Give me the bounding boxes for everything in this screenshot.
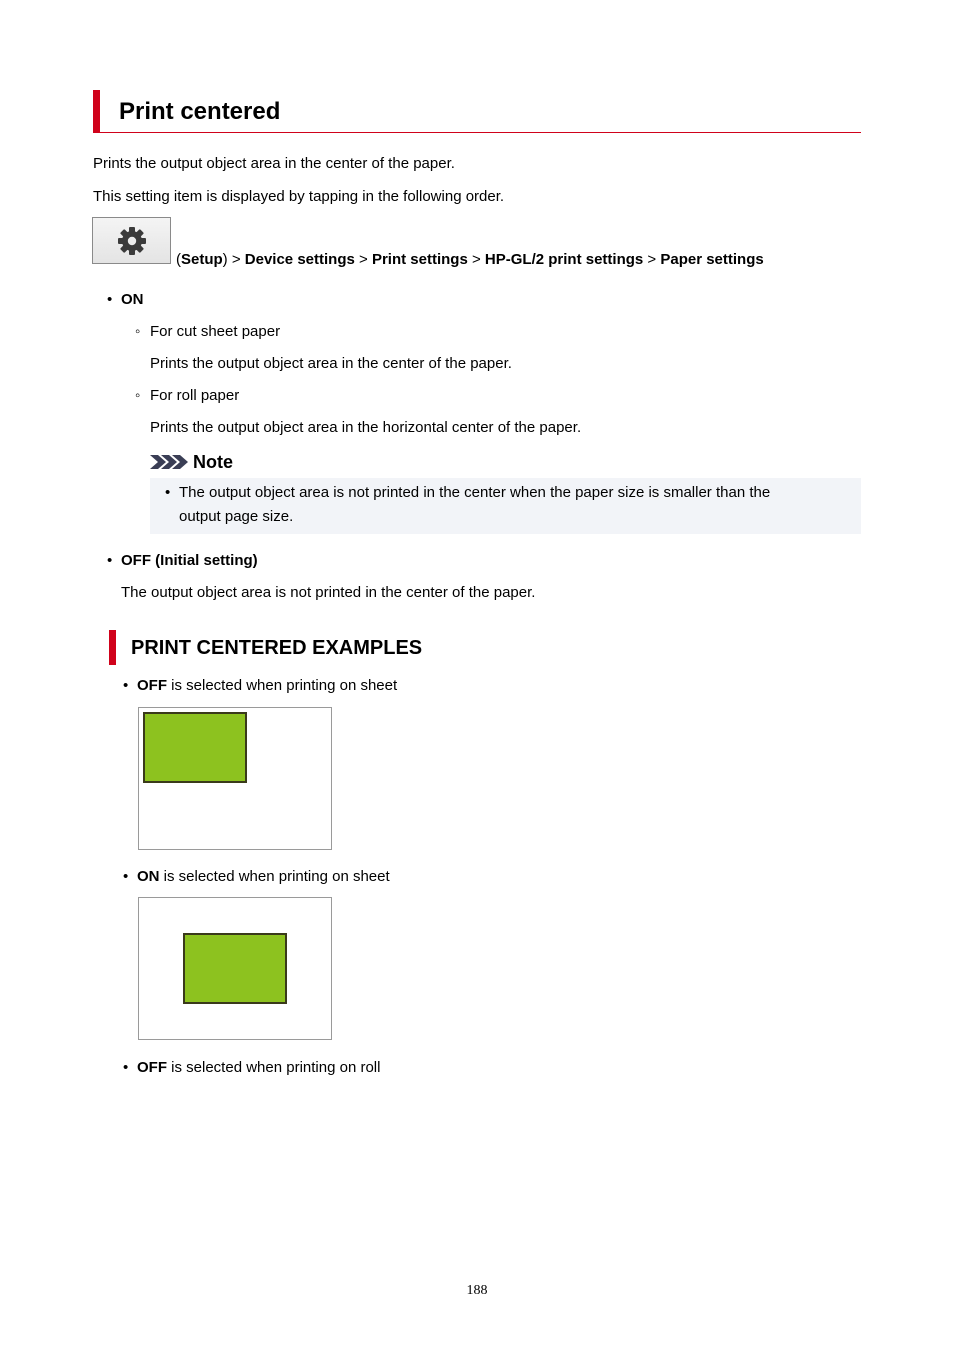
title-underline — [93, 132, 861, 133]
path-print-settings: Print settings — [371, 251, 468, 268]
page-number: 188 — [466, 1283, 488, 1298]
example-caption-3 — [137, 1059, 380, 1077]
example-caption-rest: is selected when printing on sheet — [167, 677, 398, 694]
example-caption-bold: ON — [137, 868, 160, 885]
path-setup: Setup — [181, 251, 223, 268]
on-option-label: ON — [121, 291, 144, 308]
path-separator: > — [471, 251, 481, 268]
bullet: • — [123, 1059, 129, 1076]
roll-paper-text: Prints the output object area in the horizontal center of the paper. — [150, 419, 582, 436]
intro-text: Prints the output object area in the center of the paper. — [93, 155, 455, 172]
bullet: • — [123, 677, 129, 694]
bullet: • — [123, 868, 129, 885]
path-open-paren: ( — [176, 251, 181, 268]
path-separator: > — [231, 251, 241, 268]
example-caption-bold: OFF — [137, 677, 167, 694]
bullet: • — [165, 484, 171, 501]
output-object-area — [143, 712, 247, 783]
note-chevrons-icon — [150, 453, 190, 471]
example-caption-bold: OFF — [137, 1059, 167, 1076]
bullet: • — [107, 552, 113, 569]
output-object-area — [183, 933, 287, 1004]
section-accent-bar — [109, 630, 116, 665]
roll-paper-title: For roll paper — [150, 387, 240, 404]
section-title: PRINT CENTERED EXAMPLES — [131, 637, 423, 659]
off-option-text: The output object area is not printed in the center of the paper. — [121, 584, 536, 601]
off-option-label: OFF (Initial setting) — [121, 552, 258, 569]
order-text: This setting item is displayed by tapping in the following order. — [93, 188, 505, 205]
path-separator: > — [359, 251, 368, 268]
cut-sheet-title: For cut sheet paper — [150, 323, 281, 340]
gear-icon — [117, 226, 147, 256]
example-caption-2 — [137, 868, 390, 886]
path-separator: > — [647, 251, 657, 268]
example-caption-rest: is selected when printing on sheet — [159, 868, 390, 885]
settings-path — [176, 251, 764, 269]
path-hpgl2-print-settings: HP-GL/2 print settings — [484, 251, 644, 268]
cut-sheet-text: Prints the output object area in the center of the paper. — [150, 355, 512, 372]
setup-button[interactable] — [92, 217, 171, 264]
example-caption-1 — [137, 677, 397, 695]
example-caption-rest: is selected when printing on roll — [167, 1059, 381, 1076]
note-label: Note — [193, 452, 233, 472]
bullet: • — [107, 291, 113, 308]
note-text-line1: The output object area is not printed in the center when the paper size is smaller than the — [179, 484, 771, 501]
sub-bullet: ◦ — [135, 323, 141, 340]
path-close-paren: ) — [222, 251, 228, 268]
page-title: Print centered — [119, 98, 281, 125]
path-paper-settings: Paper settings — [660, 251, 764, 268]
note-text-line2: output page size. — [179, 508, 294, 525]
sub-bullet: ◦ — [135, 387, 141, 404]
path-device-settings: Device settings — [244, 251, 355, 268]
title-accent-bar — [93, 90, 100, 133]
